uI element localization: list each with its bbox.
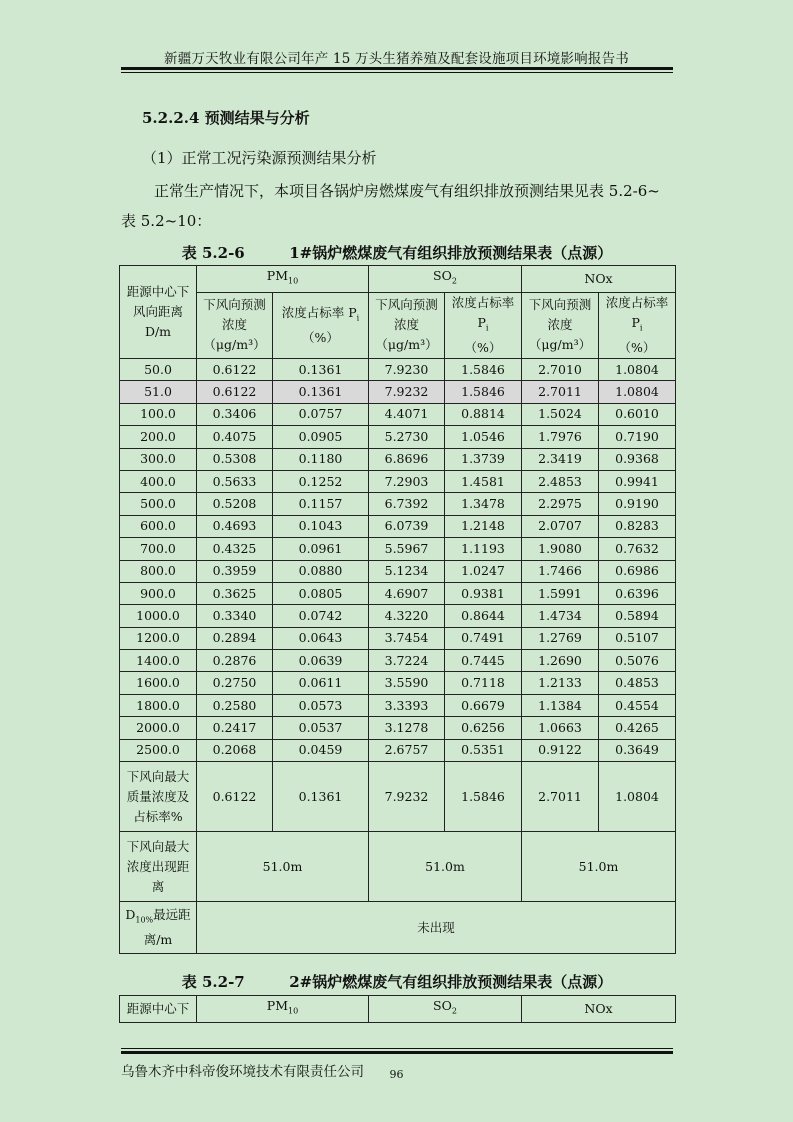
value-cell: 1.1193 [445, 538, 522, 560]
value-cell: 0.4693 [197, 515, 273, 537]
value-cell: 5.1234 [369, 560, 445, 582]
value-cell: 0.7190 [599, 426, 676, 448]
table2-caption-title: 2#锅炉燃煤废气有组织排放预测结果表（点源） [289, 973, 613, 991]
value-cell: 0.2417 [197, 717, 273, 739]
table2-header-so2: $SO_2$ [369, 996, 522, 1023]
subheader-concentration: 下风向预测浓度（μg/m³） [522, 292, 599, 359]
table-row [120, 627, 676, 649]
header-so2: $SO_2$ [369, 266, 522, 293]
max-concentration-label: 下风向最大质量浓度及占标率% [120, 762, 197, 832]
max-value: 7.9232 [369, 762, 445, 832]
header-distance: 距源中心下风向距离D/m [120, 266, 197, 359]
value-cell: 0.2580 [197, 694, 273, 716]
value-cell: 1.5846 [445, 381, 522, 403]
document-header-title: 新疆万天牧业有限公司年产 15 万头生猪养殖及配套设施项目环境影响报告书 [164, 51, 629, 67]
value-cell: 0.6986 [599, 560, 676, 582]
max-value: 1.5846 [445, 762, 522, 832]
table-row [120, 448, 676, 470]
distance-cell: 2500.0 [120, 739, 197, 761]
value-cell: 7.9232 [369, 381, 445, 403]
max-distance-value: 51.0m [369, 832, 522, 902]
value-cell: 0.4325 [197, 538, 273, 560]
value-cell: 0.3625 [197, 582, 273, 604]
distance-cell: 1600.0 [120, 672, 197, 694]
value-cell: 0.3959 [197, 560, 273, 582]
value-cell: 1.0804 [599, 381, 676, 403]
value-cell: 1.3478 [445, 493, 522, 515]
distance-cell: 1800.0 [120, 694, 197, 716]
value-cell: 0.9190 [599, 493, 676, 515]
value-cell: 0.4265 [599, 717, 676, 739]
table-row [120, 582, 676, 604]
value-cell: 0.4075 [197, 426, 273, 448]
value-cell: 3.7454 [369, 627, 445, 649]
subheader-concentration: 下风向预测浓度（μg/m³） [197, 292, 273, 359]
distance-cell: 2000.0 [120, 717, 197, 739]
value-cell: 1.5846 [445, 359, 522, 381]
footer-company: 乌鲁木齐中科帝俊环境技术有限责任公司 [121, 1064, 364, 1080]
subheader-row [120, 292, 676, 359]
value-cell: 0.7118 [445, 672, 522, 694]
d10-value: 未出现 [197, 902, 676, 954]
distance-cell: 600.0 [120, 515, 197, 537]
value-cell: 0.1157 [273, 493, 369, 515]
value-cell: 0.4554 [599, 694, 676, 716]
table1-body [120, 359, 676, 762]
distance-cell: 1200.0 [120, 627, 197, 649]
value-cell: 1.5991 [522, 582, 599, 604]
value-cell: 1.2769 [522, 627, 599, 649]
table-row [120, 515, 676, 537]
subheader-ratio: 浓度占标率 $P_i$ （%） [445, 292, 522, 359]
table-row [120, 538, 676, 560]
value-cell: 0.1361 [273, 381, 369, 403]
table-row [120, 426, 676, 448]
table-row [120, 694, 676, 716]
value-cell: 0.8644 [445, 605, 522, 627]
table2-caption [121, 971, 673, 992]
value-cell: 0.9941 [599, 470, 676, 492]
max-value: 1.0804 [599, 762, 676, 832]
distance-cell: 300.0 [120, 448, 197, 470]
distance-cell: 800.0 [120, 560, 197, 582]
value-cell: 0.2750 [197, 672, 273, 694]
header-rule-thick [121, 67, 673, 70]
value-cell: 2.4853 [522, 470, 599, 492]
value-cell: 0.6679 [445, 694, 522, 716]
table-row [120, 739, 676, 761]
value-cell: 0.2876 [197, 650, 273, 672]
value-cell: 1.3739 [445, 448, 522, 470]
value-cell: 1.0663 [522, 717, 599, 739]
header-pm10: $PM_{10}$ [197, 266, 369, 293]
value-cell: 0.1252 [273, 470, 369, 492]
distance-cell: 51.0 [120, 381, 197, 403]
table1-caption-title: 1#锅炉燃煤废气有组织排放预测结果表（点源） [289, 244, 613, 262]
value-cell: 0.0961 [273, 538, 369, 560]
distance-cell: 500.0 [120, 493, 197, 515]
value-cell: 1.5024 [522, 403, 599, 425]
value-cell: 0.6122 [197, 359, 273, 381]
value-cell: 0.0880 [273, 560, 369, 582]
value-cell: 0.3340 [197, 605, 273, 627]
value-cell: 2.0707 [522, 515, 599, 537]
table2-header-distance: 距源中心下 [120, 996, 197, 1023]
distance-cell: 1000.0 [120, 605, 197, 627]
max-concentration-row [120, 762, 676, 832]
value-cell: 3.5590 [369, 672, 445, 694]
value-cell: 0.7491 [445, 627, 522, 649]
value-cell: 0.1180 [273, 448, 369, 470]
value-cell: 1.0804 [599, 359, 676, 381]
table-row [120, 470, 676, 492]
section-heading: 5.2.2.4 预测结果与分析 [142, 109, 310, 127]
max-value: 0.1361 [273, 762, 369, 832]
value-cell: 0.7632 [599, 538, 676, 560]
value-cell: 4.6907 [369, 582, 445, 604]
table-row [120, 560, 676, 582]
header-nox: NOx [522, 266, 676, 293]
body-paragraph-line-2: 表 5.2~10： [121, 212, 212, 230]
distance-cell: 50.0 [120, 359, 197, 381]
value-cell: 0.5208 [197, 493, 273, 515]
value-cell: 0.0742 [273, 605, 369, 627]
table1-caption [121, 242, 673, 263]
value-cell: 0.1043 [273, 515, 369, 537]
subheader-ratio: 浓度占标率 $P_i$ （%） [273, 292, 369, 359]
table-row [120, 650, 676, 672]
body-paragraph-line-1: 正常生产情况下，本项目各锅炉房燃煤废气有组织排放预测结果见表 5.2-6~ [154, 182, 660, 200]
value-cell: 0.6256 [445, 717, 522, 739]
value-cell: 1.4581 [445, 470, 522, 492]
value-cell: 0.2068 [197, 739, 273, 761]
max-distance-value: 51.0m [522, 832, 676, 902]
table2 [119, 995, 676, 1023]
max-value: 2.7011 [522, 762, 599, 832]
value-cell: 0.0611 [273, 672, 369, 694]
value-cell: 1.7466 [522, 560, 599, 582]
value-cell: 1.1384 [522, 694, 599, 716]
distance-cell: 400.0 [120, 470, 197, 492]
value-cell: 0.0643 [273, 627, 369, 649]
value-cell: 3.1278 [369, 717, 445, 739]
value-cell: 0.5076 [599, 650, 676, 672]
subheading: （1）正常工况污染源预测结果分析 [142, 149, 377, 167]
value-cell: 7.2903 [369, 470, 445, 492]
value-cell: 1.2690 [522, 650, 599, 672]
table1-caption-number: 表 5.2-6 [181, 244, 245, 262]
value-cell: 2.7010 [522, 359, 599, 381]
d10-row [120, 902, 676, 954]
table2-header-pm10: $PM_{10}$ [197, 996, 369, 1023]
value-cell: 0.0805 [273, 582, 369, 604]
max-distance-row [120, 832, 676, 902]
value-cell: 6.8696 [369, 448, 445, 470]
header-rule-thin [121, 72, 673, 73]
value-cell: 0.0537 [273, 717, 369, 739]
value-cell: 0.6396 [599, 582, 676, 604]
footer-rule-thin [121, 1048, 673, 1049]
value-cell: 2.3419 [522, 448, 599, 470]
value-cell: 0.8814 [445, 403, 522, 425]
value-cell: 0.7445 [445, 650, 522, 672]
value-cell: 4.4071 [369, 403, 445, 425]
d10-label: $D_{10\%}$最远距离/m [120, 902, 197, 954]
value-cell: 0.3406 [197, 403, 273, 425]
table-row [120, 381, 676, 403]
value-cell: 2.2975 [522, 493, 599, 515]
distance-cell: 100.0 [120, 403, 197, 425]
value-cell: 0.5894 [599, 605, 676, 627]
subheader-ratio: 浓度占标率 $P_i$ （%） [599, 292, 676, 359]
value-cell: 0.0905 [273, 426, 369, 448]
value-cell: 1.2133 [522, 672, 599, 694]
distance-cell: 700.0 [120, 538, 197, 560]
table-row [120, 359, 676, 381]
footer-rule-thick [121, 1051, 673, 1054]
value-cell: 2.6757 [369, 739, 445, 761]
table-row [120, 672, 676, 694]
value-cell: 1.0546 [445, 426, 522, 448]
subheader-concentration: 下风向预测浓度（μg/m³） [369, 292, 445, 359]
value-cell: 0.3649 [599, 739, 676, 761]
value-cell: 0.9368 [599, 448, 676, 470]
value-cell: 0.8283 [599, 515, 676, 537]
value-cell: 0.0639 [273, 650, 369, 672]
value-cell: 0.5633 [197, 470, 273, 492]
value-cell: 5.5967 [369, 538, 445, 560]
value-cell: 6.0739 [369, 515, 445, 537]
max-value: 0.6122 [197, 762, 273, 832]
value-cell: 3.3393 [369, 694, 445, 716]
value-cell: 1.4734 [522, 605, 599, 627]
table-row [120, 717, 676, 739]
value-cell: 0.9122 [522, 739, 599, 761]
value-cell: 1.7976 [522, 426, 599, 448]
value-cell: 4.3220 [369, 605, 445, 627]
value-cell: 2.7011 [522, 381, 599, 403]
value-cell: 0.0459 [273, 739, 369, 761]
value-cell: 0.5107 [599, 627, 676, 649]
value-cell: 0.6122 [197, 381, 273, 403]
value-cell: 0.9381 [445, 582, 522, 604]
max-distance-value: 51.0m [197, 832, 369, 902]
value-cell: 1.2148 [445, 515, 522, 537]
value-cell: 6.7392 [369, 493, 445, 515]
table-row [120, 403, 676, 425]
value-cell: 0.5308 [197, 448, 273, 470]
value-cell: 0.0573 [273, 694, 369, 716]
value-cell: 0.0757 [273, 403, 369, 425]
value-cell: 0.5351 [445, 739, 522, 761]
distance-cell: 200.0 [120, 426, 197, 448]
value-cell: 0.4853 [599, 672, 676, 694]
value-cell: 0.6010 [599, 403, 676, 425]
value-cell: 3.7224 [369, 650, 445, 672]
value-cell: 1.0247 [445, 560, 522, 582]
distance-cell: 900.0 [120, 582, 197, 604]
table1 [119, 265, 676, 954]
value-cell: 0.2894 [197, 627, 273, 649]
table2-header-nox: NOx [522, 996, 676, 1023]
max-distance-label: 下风向最大浓度出现距离 [120, 832, 197, 902]
value-cell: 7.9230 [369, 359, 445, 381]
value-cell: 1.9080 [522, 538, 599, 560]
table-row [120, 493, 676, 515]
page-number: 96 [389, 1068, 404, 1081]
table2-caption-number: 表 5.2-7 [181, 973, 245, 991]
table-row [120, 605, 676, 627]
value-cell: 5.2730 [369, 426, 445, 448]
value-cell: 0.1361 [273, 359, 369, 381]
distance-cell: 1400.0 [120, 650, 197, 672]
